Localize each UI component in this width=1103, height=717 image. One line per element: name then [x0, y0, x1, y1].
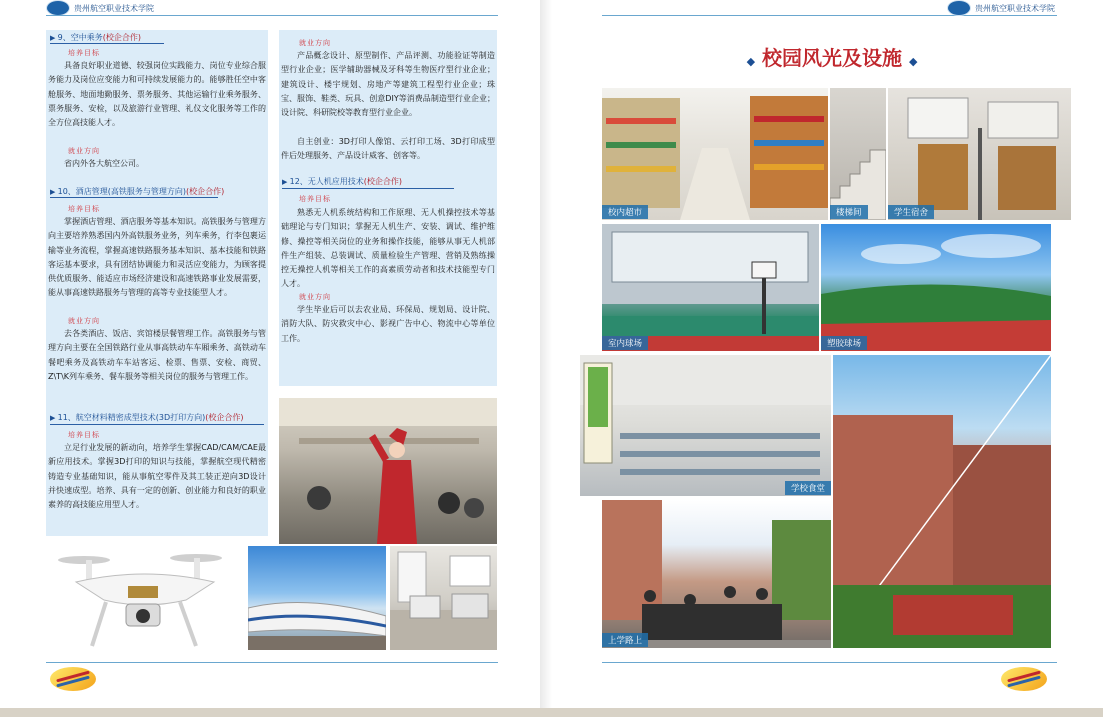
section-9-goal-text: 具备良好职业道德、较强岗位实践能力、岗位专业综合服务能力及岗位应变能力和可持续发展能力的。能够胜任空中客舱服务、地面地勤服务、票务服务、其他运输行业乘务服务、票务服务、安检，以及旅游行业管理、礼仪文化服务等工作的全方位高技能人才。: [48, 61, 266, 128]
canteen-illustration: [580, 355, 831, 496]
photo-plastic-court: [821, 224, 1051, 351]
section-12-job-text: 学生毕业后可以去农业局、环保局、规划局、设计院、消防大队、防灾救灾中心、影视广告中心、物流中心等单位工作。: [281, 305, 495, 343]
right-footer-logo: [1001, 667, 1047, 691]
campus-building-illustration: [833, 355, 1051, 648]
caption-plastic-court: 塑胶球场: [821, 336, 867, 350]
section-11-job-label: 就业方向: [299, 39, 331, 47]
photo-3d-print-lab: [390, 546, 497, 650]
section-12-title: ▶ 12、无人机应用技术(校企合作): [282, 177, 403, 186]
arrow-icon: ▶: [50, 188, 58, 196]
arrow-icon: ▶: [50, 414, 58, 422]
arrow-icon: ▶: [50, 34, 58, 42]
plastic-court-illustration: [821, 224, 1051, 351]
photo-canteen: [580, 355, 831, 496]
stairs-illustration: [830, 88, 886, 220]
right-footer-rule: [602, 662, 1057, 663]
arrow-icon: ▶: [282, 178, 290, 186]
caption-road: 上学路上: [602, 633, 648, 647]
left-footer-rule: [46, 662, 498, 663]
section-11-underline: [50, 424, 264, 425]
left-header-org: 贵州航空职业技术学院: [74, 3, 154, 13]
lab-illustration: [390, 546, 497, 650]
section-12-job-label: 就业方向: [299, 293, 331, 301]
right-header-org: 贵州航空职业技术学院: [975, 3, 1055, 13]
photo-indoor-court: [602, 224, 819, 351]
supermarket-illustration: [602, 88, 828, 220]
dorm-illustration: [888, 88, 1071, 220]
section-11-goal-text: 立足行业发展的新动向，培养学生掌握CAD/CAM/CAE最新应用技术。掌握3D打印的知识与技能，掌握航空现代精密铸造专业基础知识，能从事航空零件及其工装正逆向3D设计并快速成型。培养、具有一定的创新、创业能力和良好的职业素养的高技能应用型人才。: [48, 443, 266, 510]
section-10-job-label: 就业方向: [68, 317, 100, 325]
drone-illustration: [46, 546, 242, 650]
book-spine: [540, 0, 552, 717]
section-9-job-text: 省内外各大航空公司。: [64, 159, 144, 168]
photo-stairs: [830, 88, 886, 220]
section-12-underline: [282, 188, 454, 189]
diamond-icon: ◆: [908, 55, 918, 68]
road-illustration: [602, 500, 831, 648]
section-11-title: ▶ 11、航空材料精密成型技术(3D打印方向)(校企合作): [50, 413, 244, 422]
section-10-job-text: 去各类酒店、饭店、宾馆楼层餐管理工作。高铁服务与管理方向主要在全国铁路行业从事高铁动车车厢乘务、高铁动车餐吧乘务及高铁动车车站客运、检票、售票、安检、商贸、Z\T\K列车乘务、餐车服务等相关岗位的服务与管理工作。: [48, 329, 266, 381]
caption-stairs: 楼梯间: [830, 205, 868, 219]
section-9-goal-label: 培养目标: [68, 49, 100, 57]
photo-road-to-school: [602, 500, 831, 648]
photo-dorm: [888, 88, 1071, 220]
page-title: ◆ 校园风光及设施 ◆: [746, 46, 918, 70]
school-logo-icon: [947, 0, 971, 16]
caption-supermarket: 校内超市: [602, 205, 648, 219]
section-9-job-label: 就业方向: [68, 147, 100, 155]
school-logo-icon: [46, 0, 70, 16]
section-10-title: ▶ 10、酒店管理(高铁服务与管理方向)(校企合作): [50, 187, 225, 196]
caption-canteen: 学校食堂: [785, 481, 831, 495]
photo-drone: [46, 546, 242, 650]
diamond-icon: ◆: [746, 55, 756, 68]
left-header-brand: [46, 0, 154, 16]
section-9-title: ▶ 9、空中乘务(校企合作): [50, 33, 141, 42]
caption-indoor-court: 室内球场: [602, 336, 648, 350]
section-11-job-text: 产品概念设计、原型制作、产品评测、功能验证等制造型行业企业；医学辅助器械及牙科等生物医疗型行业企业；建筑设计、楼宇规划、房地产等建筑工程型行业企业；珠宝、服饰、鞋类、玩具、创意DIY等消费品制造型行业企业；设计院、科研院校等教育型行业企业。: [281, 51, 495, 118]
section-12-goal-text: 熟悉无人机系统结构和工作原理、无人机操控技术等基础理论与专门知识；掌握无人机生产、安装、调试、维护维修、操控等相关岗位的业务和操作技能，能够从事无人机部件生产组装、总装调试、质量检验生产管理、营销及熟练操控无操控人机等相关工作的高素质劳动者和技术技能型专门人才。: [281, 208, 495, 289]
section-9-underline: [50, 43, 164, 44]
caption-dorm: 学生宿舍: [888, 205, 934, 219]
indoor-court-illustration: [602, 224, 819, 351]
photo-high-speed-train: [248, 546, 386, 650]
flight-attendant-illustration: [279, 398, 497, 544]
train-illustration: [248, 546, 386, 650]
left-header-rule: [46, 15, 498, 16]
section-10-goal-text: 掌握酒店管理、酒店服务等基本知识。高铁服务与管理方向主要培养熟悉国内外高铁服务业务，列车乘务，行李包裹运输等业务流程，掌握高速铁路服务基本知识、基本技能和铁路客运基本要求，具有团结协调能力和灵活应变能力，为顾客提供优质服务、能适应市场经济建设和高速铁路事业发展需要，能从事高速铁路服务与管理的高等专业技能型人才。: [48, 217, 266, 298]
photo-supermarket: [602, 88, 828, 220]
photo-campus-building: [833, 355, 1051, 648]
left-footer-logo: [50, 667, 96, 691]
section-11-goal-label: 培养目标: [68, 431, 100, 439]
photo-flight-attendant: [279, 398, 497, 544]
section-11-job-text-2: 自主创业：3D打印人像馆、云打印工场、3D打印成型件后处理服务、产品设计威客、创客等。: [281, 137, 495, 161]
section-10-underline: [50, 197, 218, 198]
section-10-goal-label: 培养目标: [68, 205, 100, 213]
right-header-brand: [947, 0, 1055, 16]
section-12-goal-label: 培养目标: [299, 195, 331, 203]
bottom-edge: [0, 708, 1103, 717]
